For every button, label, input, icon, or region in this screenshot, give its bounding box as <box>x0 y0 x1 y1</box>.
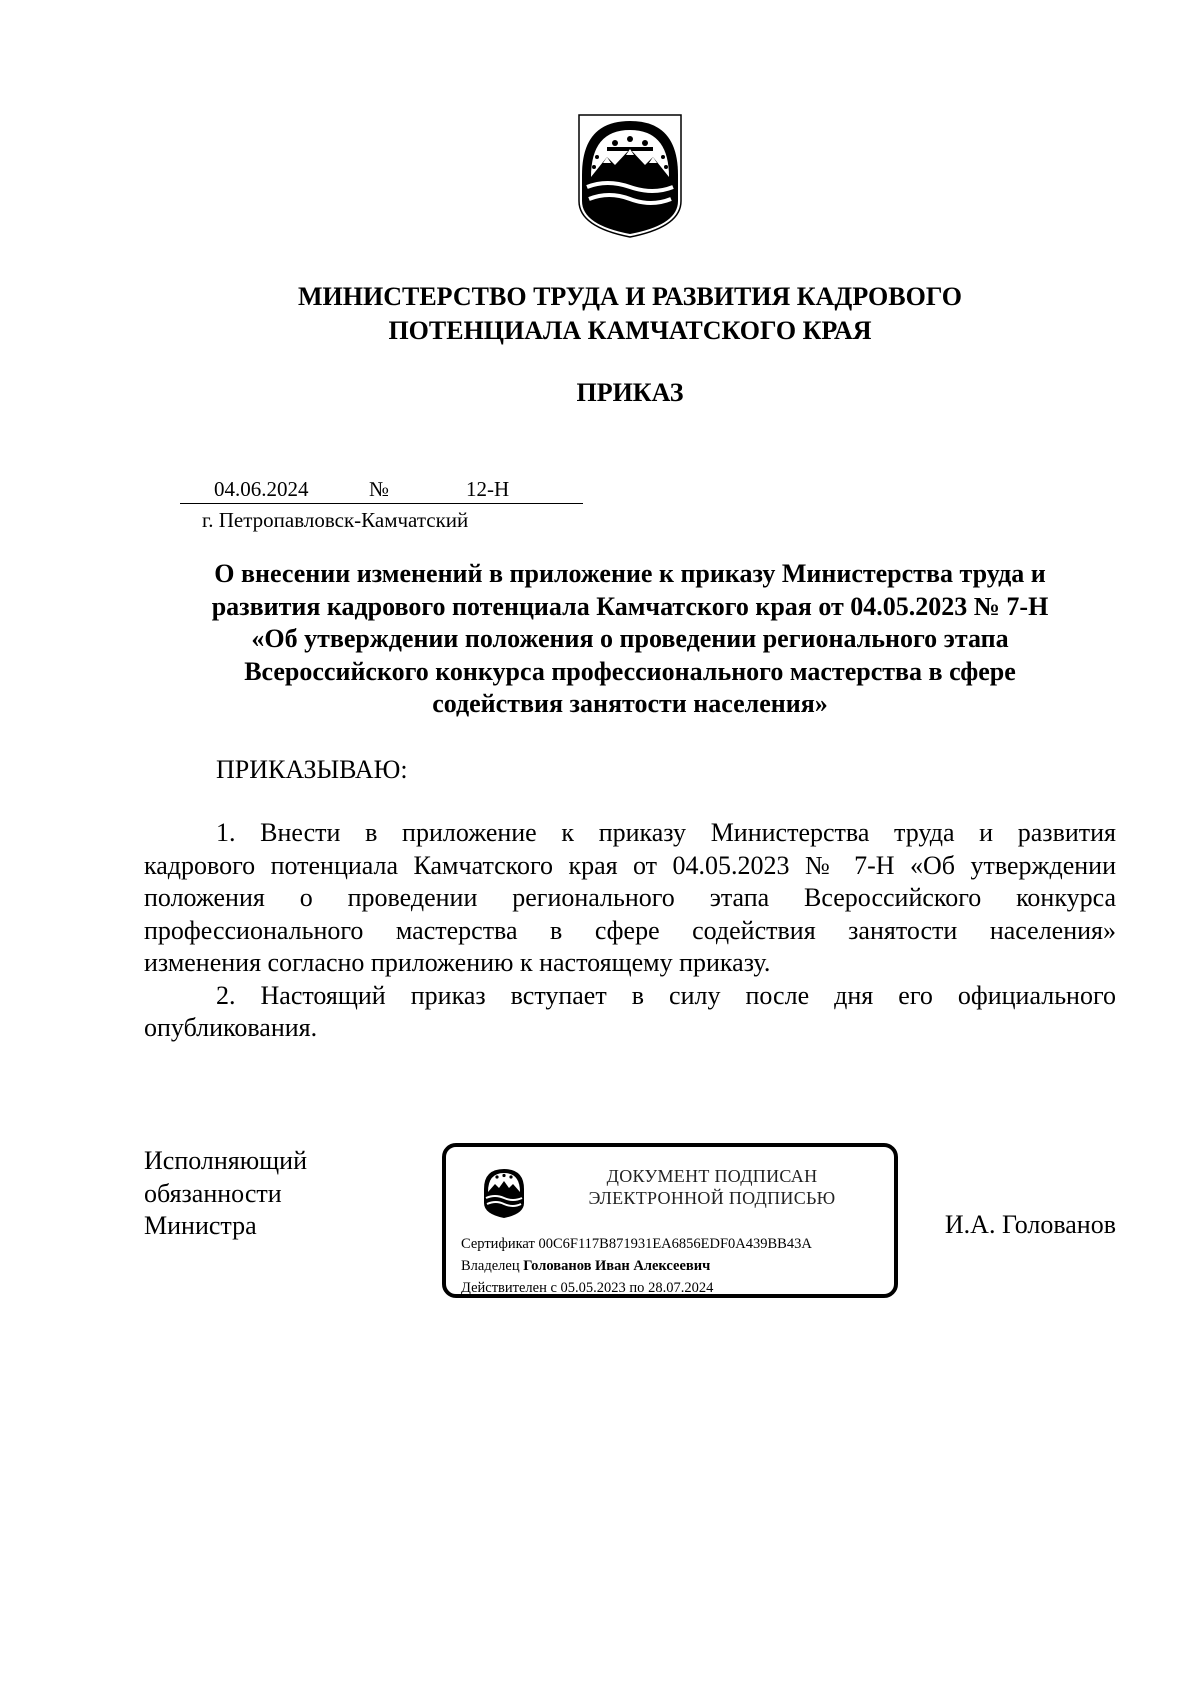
document-date: 04.06.2024 <box>214 477 309 501</box>
ministry-name-line: ПОТЕНЦИАЛА КАМЧАТСКОГО КРАЯ <box>388 316 872 345</box>
coat-of-arms-icon <box>482 1167 526 1219</box>
owner-value: Голованов Иван Алексеевич <box>523 1258 711 1274</box>
signer-position-line: обязанности <box>144 1178 282 1208</box>
order-body <box>144 817 1116 1045</box>
title-line: Всероссийского конкурса профессионального мастерства в сфере <box>244 656 1016 686</box>
validity-to-label: по <box>629 1280 645 1296</box>
title-line: развития кадрового потенциала Камчатского края от 04.05.2023 № 7-Н <box>211 591 1049 621</box>
signer-position-line: Министра <box>144 1211 257 1240</box>
certificate-label: Сертификат <box>461 1236 535 1252</box>
coat-of-arms-icon <box>577 113 683 239</box>
validity-row <box>461 1277 812 1299</box>
title-line: содействия занятости населения» <box>432 689 828 718</box>
certificate-row <box>461 1233 812 1255</box>
owner-label: Владелец <box>461 1258 520 1274</box>
document-title <box>140 558 1120 721</box>
body-line: изменения согласно приложению к настоящему приказу. <box>144 948 771 977</box>
stamp-heading <box>554 1165 870 1209</box>
order-word: ПРИКАЗЫВАЮ: <box>216 755 408 784</box>
signer-position-line: Исполняющий <box>144 1146 308 1175</box>
validity-to: 28.07.2024 <box>648 1280 714 1296</box>
ministry-name-line: МИНИСТЕРСТВО ТРУДА И РАЗВИТИЯ КАДРОВОГО <box>298 282 962 311</box>
validity-from: 05.05.2023 <box>560 1280 626 1296</box>
body-line: 2. Настоящий приказ вступает в силу после дня его официального <box>216 980 1116 1010</box>
electronic-signature-stamp <box>442 1143 898 1298</box>
body-line: 1. Внести в приложение к приказу Министерства труда и развития <box>216 818 1116 847</box>
validity-label: Действителен с <box>461 1280 557 1296</box>
title-line: «Об утверждении положения о проведении регионального этапа <box>251 624 1009 653</box>
document-number: 12-Н <box>466 477 510 501</box>
stamp-heading-line: ДОКУМЕНТ ПОДПИСАН <box>606 1166 818 1186</box>
number-sign: № <box>369 477 390 501</box>
document-type: ПРИКАЗ <box>576 378 684 407</box>
body-line: профессионального мастерства в сфере содействия занятости населения» <box>144 915 1116 945</box>
stamp-heading-line: ЭЛЕКТРОННОЙ ПОДПИСЬЮ <box>588 1188 836 1208</box>
ministry-name <box>200 280 1060 348</box>
registration-line <box>180 476 583 504</box>
body-line: опубликования. <box>144 1013 318 1042</box>
signer-name: И.А. Голованов <box>944 1210 1116 1239</box>
stamp-details <box>461 1233 812 1299</box>
city: г. Петропавловск-Камчатский <box>202 508 469 532</box>
owner-row <box>461 1255 812 1277</box>
certificate-value: 00C6F117B871931EA6856EDF0A439BB43A <box>538 1236 812 1252</box>
body-line: кадрового потенциала Камчатского края от 04.05.2023 № 7-Н «Об утверждении <box>144 850 1116 880</box>
signer-position <box>144 1145 307 1243</box>
body-line: положения о проведении регионального этапа Всероссийского конкурса <box>144 883 1116 912</box>
title-line: О внесении изменений в приложение к приказу Министерства труда и <box>214 559 1046 588</box>
